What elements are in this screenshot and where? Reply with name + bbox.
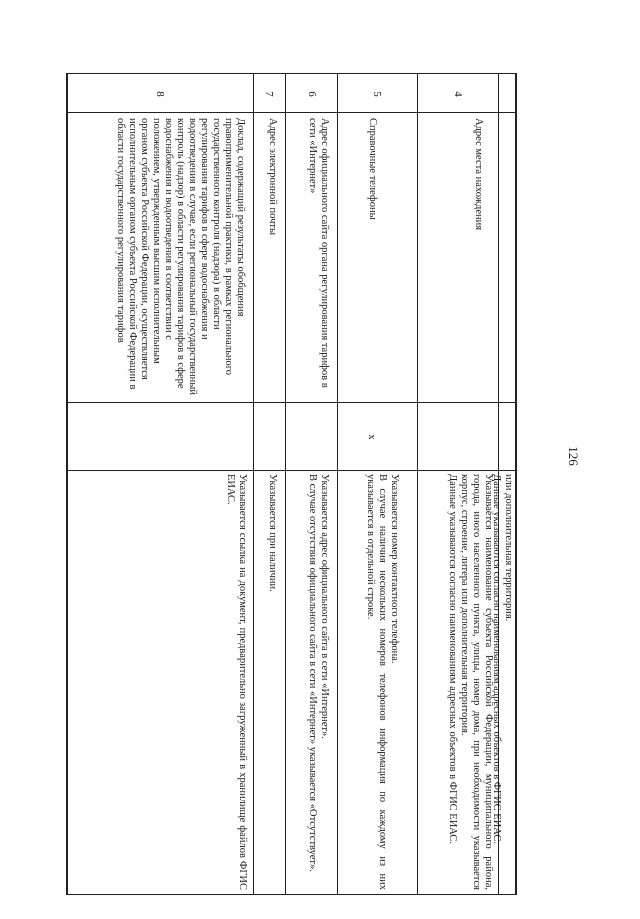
row-description: Указывается наименование субъекта Российской Федерации, муниципального района, города, иного населенного пункта, улицы, номер дома, при необходимости указывается корпус, строение, литера или дополнительная территория. Данные указываются согласно наименованиям адресных объектов в ФГИС ЕИАС. <box>447 474 494 890</box>
column-separator <box>66 470 517 471</box>
row-number: 4 <box>452 91 464 97</box>
row-separator <box>253 73 254 895</box>
row-separator <box>337 73 338 895</box>
table-border-top <box>66 73 517 74</box>
row-number: 8 <box>154 91 166 97</box>
table-border-bottom <box>66 894 517 895</box>
table-border-right <box>515 73 517 895</box>
row-separator <box>285 73 286 895</box>
row-name: Справочные телефоны <box>367 118 378 220</box>
row-name: Адрес места нахождения <box>473 118 484 231</box>
row-number: 7 <box>263 91 275 97</box>
row-separator <box>417 73 418 895</box>
row-name: Доклад, содержащий результаты обобщения правоприменительной практики, в рамках регионального государственного контроля (надзора) в области регулирования тарифов в сфере водоснабжения и водоотведения в случае, если региональный государственный контроль (надзор) в области регулирования тарифов в сфере водоснабжения и водоотведения в соответствии с положением, утвержденным высшим исполнительным органом субъекта Российской Федерации, осуществляется исполнительным органом субъекта Российской Федерации в области государственного регулирования тарифов <box>115 118 246 395</box>
row-name: Адрес официального сайта органа регулирования тарифов в сети «Интернет» <box>307 118 330 388</box>
column-separator <box>66 112 517 113</box>
row-description: Указывается номер контактного телефона. В случае наличия нескольких номеров телефонов информация по каждому из них указывается в отдельной строке. <box>365 474 400 890</box>
row-description: или дополнительная территория. Данные указываются согласно наименованиям адресных объектов в ФГИС ЕИАС. <box>491 474 514 844</box>
row-description: Указывается адрес официального сайта в сети «Интернет». В случае отсутствия официального сайта в сети «Интернет» указывается «Отсутствует». <box>307 474 330 872</box>
row-number: 5 <box>371 91 383 97</box>
column-separator <box>66 402 517 403</box>
row-description: Указывается ссылка на документ, предварительно загруженный в хранилище файлов ФГИС ЕИАС. <box>225 474 248 890</box>
page-number: 126 <box>566 446 581 466</box>
row-description: Указывается при наличии. <box>267 474 278 592</box>
row-number: 6 <box>306 91 318 97</box>
na-mark: x <box>366 434 378 440</box>
row-name: Адрес электронной почты <box>267 118 278 236</box>
